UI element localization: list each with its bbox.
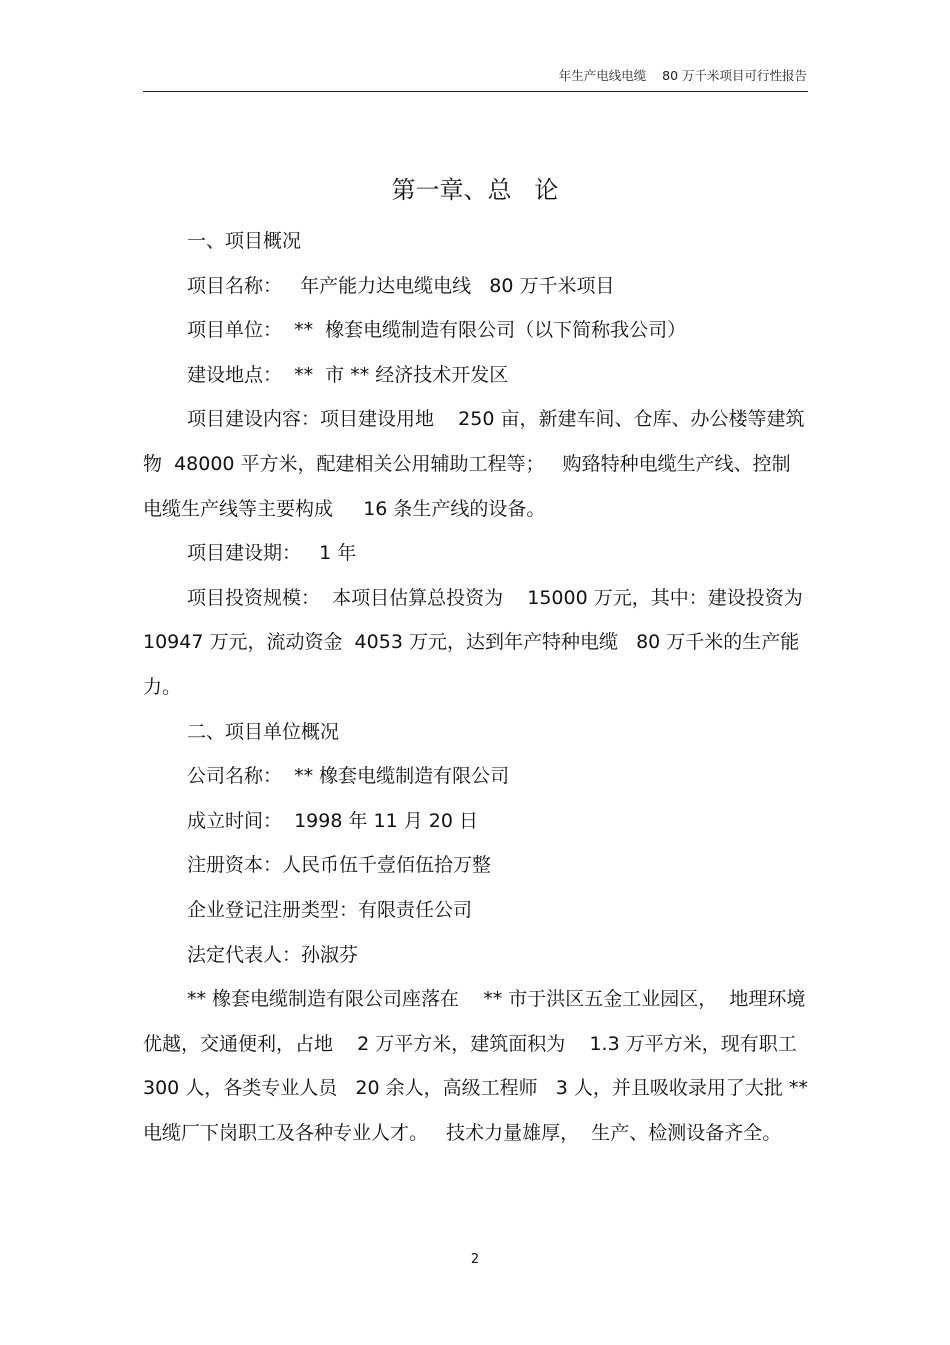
running-header: 年生产电线电缆 80 万千米项目可行性报告 [558, 68, 807, 83]
construction-content: 项目建设内容：项目建设用地 250 亩，新建车间、仓库、办公楼等建筑物 48000 平方米，配建相关公用辅助工程等； 购臵特种电缆生产线、控制电缆生产线等主要构成 16 条生产线的设备。 [143, 408, 805, 520]
construction-site: 建设地点： ** 市 ** 经济技术开发区 [187, 363, 509, 386]
construction-period: 项目建设期： 1 年 [187, 542, 357, 565]
registration-type: 企业登记注册类型：有限责任公司 [187, 898, 473, 921]
project-unit: 项目单位： ** 橡套电缆制造有限公司（以下简称我公司） [187, 319, 687, 342]
section-heading-1: 一、项目概况 [187, 230, 302, 252]
document-body [143, 219, 814, 1155]
header-divider [143, 91, 808, 92]
founding-date: 成立时间： 1998 年 11 月 20 日 [187, 809, 478, 832]
legal-representative: 法定代表人：孙淑芬 [187, 943, 359, 966]
registered-capital: 注册资本：人民币伍千壹佰伍拾万整 [187, 854, 492, 877]
company-name: 公司名称： ** 橡套电缆制造有限公司 [187, 765, 510, 788]
company-description: ** 橡套电缆制造有限公司座落在 ** 市于洪区五金工业园区， 地理环境优越，交通便利，占地 2 万平方米，建筑面积为 1.3 万平方米，现有职工 300 人，各类专业人员 20 余人，高级工程师 3 人，并且吸收录用了大批 ** 电缆厂下岗职工及各种专业人才。 技术力量雄厚， 生产、检测设备齐全。 [143, 988, 814, 1144]
chapter-title: 第一章、总 论 [391, 176, 559, 204]
section-heading-2: 二、项目单位概况 [187, 720, 340, 743]
project-name: 项目名称： 年产能力达电缆电线 80 万千米项目 [187, 274, 615, 297]
investment-scale: 项目投资规模： 本项目估算总投资为 15000 万元，其中：建设投资为 10947 万元，流动资金 4053 万元，达到年产特种电缆 80 万千米的生产能力。 [143, 586, 809, 698]
page-number: 2 [470, 1252, 480, 1267]
